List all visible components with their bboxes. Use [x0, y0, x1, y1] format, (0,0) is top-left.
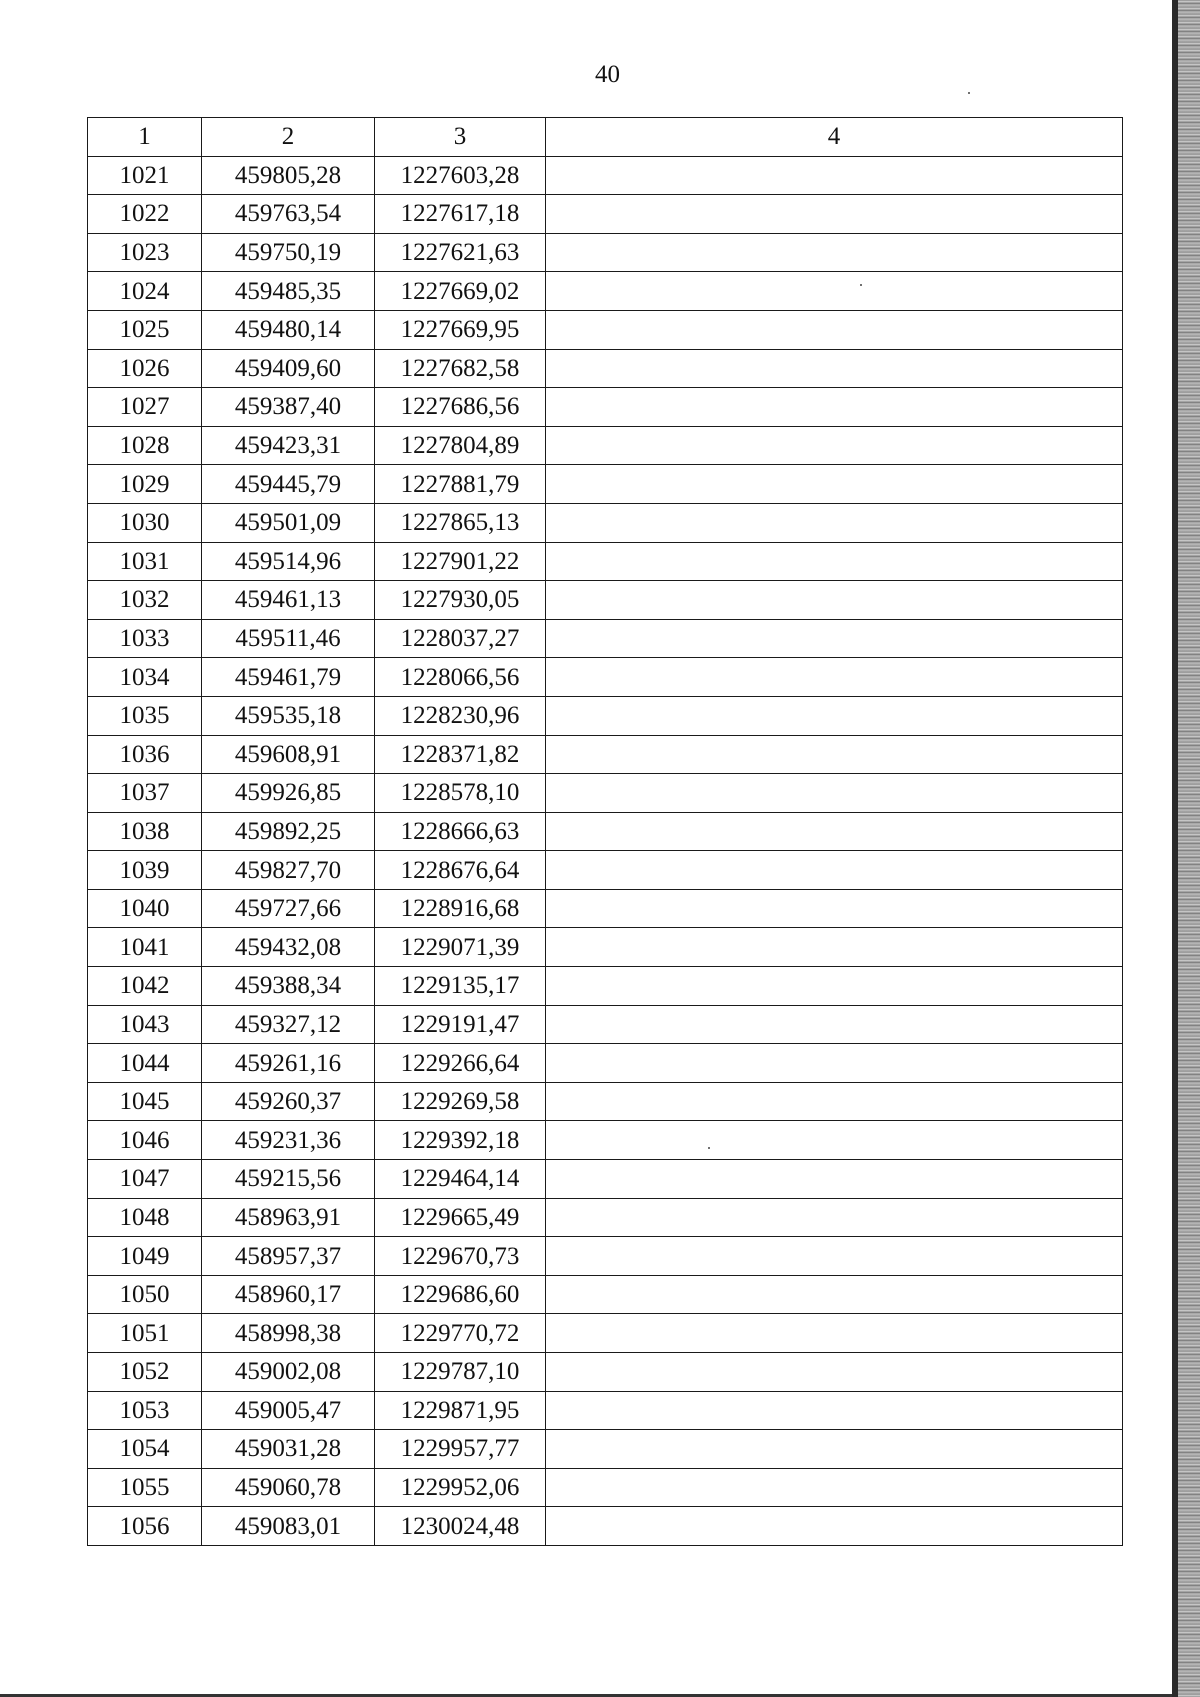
scan-speck — [860, 284, 862, 286]
table-cell-col-3: 1227682,58 — [375, 349, 546, 388]
table-row — [88, 1275, 1123, 1314]
table-cell-col-1: 1043 — [88, 1005, 202, 1044]
table-cell-col-4 — [546, 1082, 1123, 1121]
table-row — [88, 1160, 1123, 1199]
table-cell-col-1: 1053 — [88, 1391, 202, 1430]
table-row — [88, 465, 1123, 504]
table-cell-col-1: 1033 — [88, 619, 202, 658]
table-cell-col-3: 1229191,47 — [375, 1005, 546, 1044]
table-cell-col-1: 1032 — [88, 581, 202, 620]
table-row — [88, 388, 1123, 427]
table-cell-col-1: 1035 — [88, 696, 202, 735]
table-row — [88, 1198, 1123, 1237]
table-cell-col-1: 1026 — [88, 349, 202, 388]
table-cell-col-4 — [546, 1160, 1123, 1199]
table-row — [88, 696, 1123, 735]
table-body — [88, 156, 1123, 1545]
table-cell-col-1: 1056 — [88, 1507, 202, 1546]
table-cell-col-3: 1229071,39 — [375, 928, 546, 967]
scan-speck — [708, 1147, 710, 1149]
table-cell-col-3: 1228916,68 — [375, 889, 546, 928]
table-row — [88, 1005, 1123, 1044]
table-cell-col-4 — [546, 1314, 1123, 1353]
table-cell-col-1: 1046 — [88, 1121, 202, 1160]
scan-speck — [968, 92, 970, 94]
table-cell-col-2: 459511,46 — [202, 619, 375, 658]
table-cell-col-2: 459514,96 — [202, 542, 375, 581]
table-cell-col-1: 1029 — [88, 465, 202, 504]
table-cell-col-1: 1034 — [88, 658, 202, 697]
coordinates-table — [87, 117, 1123, 1546]
table-cell-col-4 — [546, 967, 1123, 1006]
table-cell-col-2: 458960,17 — [202, 1275, 375, 1314]
table-cell-col-1: 1030 — [88, 503, 202, 542]
table-cell-col-1: 1048 — [88, 1198, 202, 1237]
table-row — [88, 735, 1123, 774]
table-cell-col-4 — [546, 619, 1123, 658]
table-cell-col-1: 1054 — [88, 1430, 202, 1469]
table-row — [88, 1391, 1123, 1430]
table-cell-col-4 — [546, 812, 1123, 851]
table-cell-col-3: 1227865,13 — [375, 503, 546, 542]
table-cell-col-1: 1045 — [88, 1082, 202, 1121]
table-row — [88, 542, 1123, 581]
table-row — [88, 774, 1123, 813]
table-cell-col-4 — [546, 465, 1123, 504]
table-cell-col-2: 459750,19 — [202, 233, 375, 272]
table-cell-col-3: 1228371,82 — [375, 735, 546, 774]
table-cell-col-4 — [546, 542, 1123, 581]
table-row — [88, 1314, 1123, 1353]
table-cell-col-1: 1040 — [88, 889, 202, 928]
table-row — [88, 503, 1123, 542]
table-cell-col-3: 1229770,72 — [375, 1314, 546, 1353]
table-row — [88, 619, 1123, 658]
table-cell-col-1: 1041 — [88, 928, 202, 967]
table-cell-col-3: 1227930,05 — [375, 581, 546, 620]
table-cell-col-2: 459260,37 — [202, 1082, 375, 1121]
table-cell-col-4 — [546, 1353, 1123, 1392]
table-cell-col-2: 459763,54 — [202, 195, 375, 234]
table-row — [88, 1082, 1123, 1121]
table-cell-col-1: 1044 — [88, 1044, 202, 1083]
table-cell-col-4 — [546, 1044, 1123, 1083]
table-row — [88, 233, 1123, 272]
table-cell-col-2: 459060,78 — [202, 1468, 375, 1507]
table-cell-col-1: 1023 — [88, 233, 202, 272]
table-cell-col-3: 1228676,64 — [375, 851, 546, 890]
table-cell-col-1: 1047 — [88, 1160, 202, 1199]
table-cell-col-3: 1228666,63 — [375, 812, 546, 851]
table-cell-col-3: 1229787,10 — [375, 1353, 546, 1392]
table-cell-col-3: 1227804,89 — [375, 426, 546, 465]
table-row — [88, 310, 1123, 349]
table-row — [88, 1353, 1123, 1392]
table-cell-col-4 — [546, 195, 1123, 234]
table-cell-col-2: 458957,37 — [202, 1237, 375, 1276]
table-cell-col-2: 459231,36 — [202, 1121, 375, 1160]
table-cell-col-3: 1229957,77 — [375, 1430, 546, 1469]
table-row — [88, 928, 1123, 967]
table-cell-col-4 — [546, 581, 1123, 620]
table-cell-col-4 — [546, 1121, 1123, 1160]
column-header-2: 2 — [202, 118, 375, 157]
table-row — [88, 889, 1123, 928]
table-cell-col-2: 459805,28 — [202, 156, 375, 195]
table-cell-col-2: 459501,09 — [202, 503, 375, 542]
table-cell-col-4 — [546, 1430, 1123, 1469]
table-cell-col-4 — [546, 1391, 1123, 1430]
table-row — [88, 1121, 1123, 1160]
table-cell-col-4 — [546, 658, 1123, 697]
table-cell-col-1: 1037 — [88, 774, 202, 813]
table-cell-col-2: 459388,34 — [202, 967, 375, 1006]
table-row — [88, 1237, 1123, 1276]
table-cell-col-3: 1228066,56 — [375, 658, 546, 697]
table-cell-col-2: 459892,25 — [202, 812, 375, 851]
table-cell-col-2: 459261,16 — [202, 1044, 375, 1083]
table-cell-col-2: 459005,47 — [202, 1391, 375, 1430]
table-cell-col-2: 459002,08 — [202, 1353, 375, 1392]
table-cell-col-4 — [546, 349, 1123, 388]
table-cell-col-3: 1229392,18 — [375, 1121, 546, 1160]
table-cell-col-1: 1036 — [88, 735, 202, 774]
table-row — [88, 349, 1123, 388]
table-row — [88, 426, 1123, 465]
table-cell-col-2: 459215,56 — [202, 1160, 375, 1199]
table-cell-col-1: 1022 — [88, 195, 202, 234]
table-cell-col-4 — [546, 696, 1123, 735]
table-cell-col-3: 1228230,96 — [375, 696, 546, 735]
table-cell-col-1: 1055 — [88, 1468, 202, 1507]
page-number: 40 — [595, 61, 620, 88]
table-cell-col-3: 1227617,18 — [375, 195, 546, 234]
table-cell-col-2: 459608,91 — [202, 735, 375, 774]
table-cell-col-3: 1229871,95 — [375, 1391, 546, 1430]
scan-edge-texture — [1178, 0, 1200, 1697]
table-row — [88, 1468, 1123, 1507]
table-header-row — [88, 118, 1123, 157]
table-cell-col-1: 1049 — [88, 1237, 202, 1276]
table-cell-col-2: 459727,66 — [202, 889, 375, 928]
table-cell-col-3: 1227669,95 — [375, 310, 546, 349]
table-row — [88, 195, 1123, 234]
table-cell-col-3: 1227686,56 — [375, 388, 546, 427]
table-row — [88, 658, 1123, 697]
table-cell-col-2: 459432,08 — [202, 928, 375, 967]
table-cell-col-3: 1229464,14 — [375, 1160, 546, 1199]
table-cell-col-1: 1042 — [88, 967, 202, 1006]
table-cell-col-2: 459827,70 — [202, 851, 375, 890]
table-cell-col-1: 1031 — [88, 542, 202, 581]
table-cell-col-2: 459445,79 — [202, 465, 375, 504]
table-cell-col-3: 1229665,49 — [375, 1198, 546, 1237]
table-cell-col-4 — [546, 310, 1123, 349]
table-cell-col-3: 1229670,73 — [375, 1237, 546, 1276]
table-cell-col-2: 459535,18 — [202, 696, 375, 735]
table-cell-col-2: 459423,31 — [202, 426, 375, 465]
table-cell-col-4 — [546, 1198, 1123, 1237]
table-cell-col-4 — [546, 426, 1123, 465]
table-cell-col-1: 1027 — [88, 388, 202, 427]
table-cell-col-4 — [546, 503, 1123, 542]
table-cell-col-3: 1229135,17 — [375, 967, 546, 1006]
table-cell-col-3: 1227603,28 — [375, 156, 546, 195]
column-header-4: 4 — [546, 118, 1123, 157]
table-cell-col-1: 1051 — [88, 1314, 202, 1353]
table-cell-col-2: 459480,14 — [202, 310, 375, 349]
table-cell-col-4 — [546, 388, 1123, 427]
table-cell-col-3: 1228578,10 — [375, 774, 546, 813]
table-row — [88, 1507, 1123, 1546]
table-cell-col-1: 1025 — [88, 310, 202, 349]
table-cell-col-3: 1229952,06 — [375, 1468, 546, 1507]
table-cell-col-4 — [546, 889, 1123, 928]
table-cell-col-2: 459031,28 — [202, 1430, 375, 1469]
table-cell-col-2: 459485,35 — [202, 272, 375, 311]
table-cell-col-2: 459461,13 — [202, 581, 375, 620]
table-cell-col-1: 1021 — [88, 156, 202, 195]
table-cell-col-1: 1039 — [88, 851, 202, 890]
table-cell-col-1: 1024 — [88, 272, 202, 311]
column-header-1: 1 — [88, 118, 202, 157]
table-cell-col-2: 459461,79 — [202, 658, 375, 697]
table-cell-col-4 — [546, 1005, 1123, 1044]
table-cell-col-3: 1227621,63 — [375, 233, 546, 272]
table-cell-col-2: 459083,01 — [202, 1507, 375, 1546]
table-cell-col-1: 1028 — [88, 426, 202, 465]
table-cell-col-4 — [546, 1275, 1123, 1314]
table-cell-col-4 — [546, 928, 1123, 967]
table-cell-col-4 — [546, 851, 1123, 890]
table-cell-col-4 — [546, 1468, 1123, 1507]
table-cell-col-4 — [546, 735, 1123, 774]
table-cell-col-4 — [546, 156, 1123, 195]
table-cell-col-1: 1050 — [88, 1275, 202, 1314]
table-cell-col-3: 1229686,60 — [375, 1275, 546, 1314]
table-row — [88, 1044, 1123, 1083]
table-row — [88, 967, 1123, 1006]
table-cell-col-2: 459409,60 — [202, 349, 375, 388]
table-cell-col-2: 459327,12 — [202, 1005, 375, 1044]
table-row — [88, 272, 1123, 311]
table-row — [88, 156, 1123, 195]
table-cell-col-4 — [546, 1237, 1123, 1276]
table-cell-col-4 — [546, 272, 1123, 311]
table-cell-col-3: 1230024,48 — [375, 1507, 546, 1546]
table-cell-col-2: 458963,91 — [202, 1198, 375, 1237]
table-row — [88, 851, 1123, 890]
table-cell-col-3: 1229269,58 — [375, 1082, 546, 1121]
column-header-3: 3 — [375, 118, 546, 157]
table-cell-col-2: 459387,40 — [202, 388, 375, 427]
table-row — [88, 581, 1123, 620]
table-cell-col-4 — [546, 1507, 1123, 1546]
table-cell-col-3: 1229266,64 — [375, 1044, 546, 1083]
table-row — [88, 1430, 1123, 1469]
table-cell-col-1: 1038 — [88, 812, 202, 851]
table-row — [88, 812, 1123, 851]
table-cell-col-4 — [546, 233, 1123, 272]
table-cell-col-3: 1227881,79 — [375, 465, 546, 504]
table-cell-col-1: 1052 — [88, 1353, 202, 1392]
table-cell-col-3: 1227669,02 — [375, 272, 546, 311]
table-cell-col-4 — [546, 774, 1123, 813]
table-cell-col-3: 1228037,27 — [375, 619, 546, 658]
table-cell-col-2: 459926,85 — [202, 774, 375, 813]
table-cell-col-3: 1227901,22 — [375, 542, 546, 581]
table-cell-col-2: 458998,38 — [202, 1314, 375, 1353]
